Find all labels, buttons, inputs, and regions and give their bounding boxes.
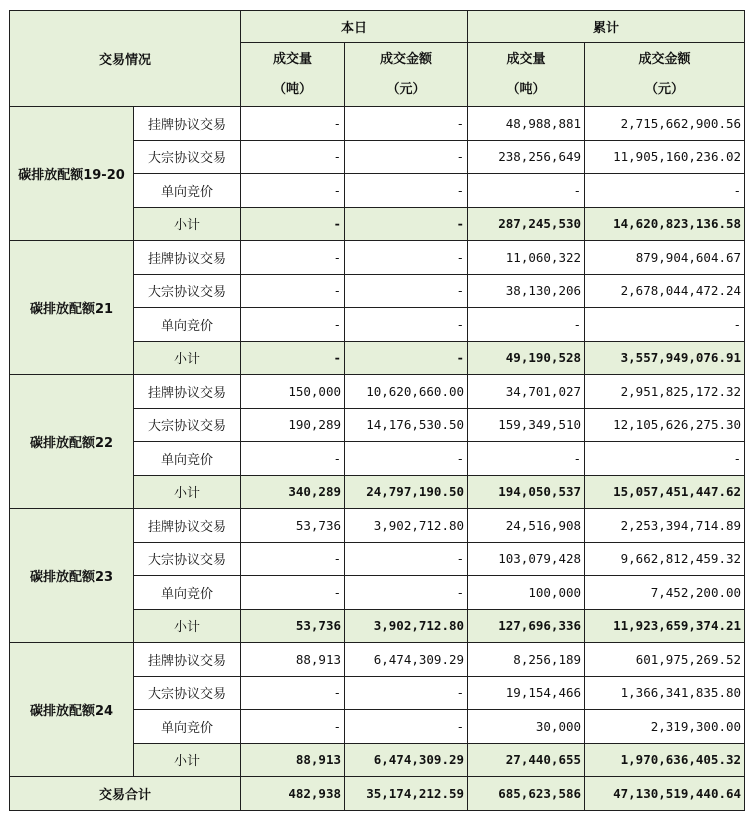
trade-situation-header: 交易情况 (10, 11, 241, 107)
today-volume-cell: 340,289 (241, 475, 345, 509)
section-name: 碳排放配额23 (10, 509, 134, 643)
today-amount-header (345, 43, 468, 107)
cum-amount-cell: 14,620,823,136.58 (585, 207, 745, 241)
today-volume-cell: 190,289 (241, 408, 345, 442)
cum-volume-cell: 34,701,027 (468, 375, 585, 409)
today-volume-cell: - (241, 710, 345, 744)
today-volume-cell: - (241, 542, 345, 576)
cum-volume-total: 685,623,586 (468, 777, 585, 811)
cum-volume-cell: - (468, 174, 585, 208)
cum-volume-cell: 30,000 (468, 710, 585, 744)
today-amount-cell: 3,902,712.80 (345, 609, 468, 643)
trade-type-cell: 单向竞价 (134, 442, 241, 476)
cum-volume-cell: - (468, 442, 585, 476)
cum-amount-cell: 7,452,200.00 (585, 576, 745, 610)
trade-type-cell: 小计 (134, 743, 241, 777)
trade-type-cell: 挂牌协议交易 (134, 509, 241, 543)
trade-type-cell: 单向竞价 (134, 308, 241, 342)
cum-amount-cell: 12,105,626,275.30 (585, 408, 745, 442)
table-row (10, 375, 745, 409)
cum-volume-cell: 38,130,206 (468, 274, 585, 308)
trade-type-cell: 大宗协议交易 (134, 676, 241, 710)
trade-type-cell: 单向竞价 (134, 710, 241, 744)
cum-amount-cell: 1,970,636,405.32 (585, 743, 745, 777)
volume-label: 成交量 (506, 51, 546, 67)
today-amount-cell: - (345, 207, 468, 241)
header-row-1 (10, 11, 745, 43)
cum-volume-cell: 19,154,466 (468, 676, 585, 710)
amount-unit: （元） (645, 81, 685, 97)
trade-type-cell: 小计 (134, 475, 241, 509)
cum-volume-cell: - (468, 308, 585, 342)
today-amount-cell: 10,620,660.00 (345, 375, 468, 409)
today-volume-total: 482,938 (241, 777, 345, 811)
today-volume-cell: - (241, 207, 345, 241)
trade-type-cell: 大宗协议交易 (134, 140, 241, 174)
today-amount-cell: - (345, 140, 468, 174)
today-volume-cell: - (241, 676, 345, 710)
today-volume-cell: - (241, 341, 345, 375)
today-volume-cell: - (241, 308, 345, 342)
today-header: 本日 (241, 11, 468, 43)
grand-total-row (10, 777, 745, 811)
trade-type-cell: 大宗协议交易 (134, 274, 241, 308)
today-amount-cell: - (345, 542, 468, 576)
cum-volume-cell: 49,190,528 (468, 341, 585, 375)
table-row (10, 509, 745, 543)
amount-label: 成交金额 (638, 51, 691, 67)
volume-unit: （吨） (273, 81, 313, 97)
cum-volume-cell: 48,988,881 (468, 107, 585, 141)
trade-type-cell: 单向竞价 (134, 174, 241, 208)
cum-amount-cell: - (585, 174, 745, 208)
cum-volume-header (468, 43, 585, 107)
cum-volume-cell: 100,000 (468, 576, 585, 610)
table-row (10, 107, 745, 141)
cum-volume-cell: 238,256,649 (468, 140, 585, 174)
today-amount-cell: - (345, 274, 468, 308)
cumulative-header: 累计 (468, 11, 745, 43)
today-amount-cell: 24,797,190.50 (345, 475, 468, 509)
today-volume-header (241, 43, 345, 107)
cum-volume-cell: 27,440,655 (468, 743, 585, 777)
today-amount-cell: - (345, 710, 468, 744)
cum-amount-cell: - (585, 442, 745, 476)
cum-amount-cell: 3,557,949,076.91 (585, 341, 745, 375)
trade-type-cell: 大宗协议交易 (134, 542, 241, 576)
section-name: 碳排放配额24 (10, 643, 134, 777)
today-volume-cell: - (241, 442, 345, 476)
cum-amount-cell: 2,319,300.00 (585, 710, 745, 744)
table-row (10, 241, 745, 275)
trade-type-cell: 小计 (134, 207, 241, 241)
cum-volume-cell: 11,060,322 (468, 241, 585, 275)
cum-amount-cell: - (585, 308, 745, 342)
cum-amount-cell: 601,975,269.52 (585, 643, 745, 677)
volume-label: 成交量 (273, 51, 313, 67)
cum-amount-cell: 2,715,662,900.56 (585, 107, 745, 141)
cum-volume-cell: 287,245,530 (468, 207, 585, 241)
today-amount-cell: - (345, 341, 468, 375)
trade-type-cell: 挂牌协议交易 (134, 107, 241, 141)
section-name: 碳排放配额21 (10, 241, 134, 375)
today-volume-cell: - (241, 576, 345, 610)
today-volume-cell: 88,913 (241, 643, 345, 677)
trade-type-cell: 小计 (134, 609, 241, 643)
trade-type-cell: 小计 (134, 341, 241, 375)
today-amount-cell: 3,902,712.80 (345, 509, 468, 543)
cum-amount-cell: 9,662,812,459.32 (585, 542, 745, 576)
trade-type-cell: 单向竞价 (134, 576, 241, 610)
today-amount-cell: 6,474,309.29 (345, 643, 468, 677)
cum-amount-cell: 2,678,044,472.24 (585, 274, 745, 308)
today-amount-cell: - (345, 442, 468, 476)
cum-volume-cell: 8,256,189 (468, 643, 585, 677)
today-volume-cell: - (241, 107, 345, 141)
today-amount-cell: - (345, 107, 468, 141)
today-volume-cell: 150,000 (241, 375, 345, 409)
today-volume-cell: 53,736 (241, 609, 345, 643)
volume-unit: （吨） (506, 81, 546, 97)
today-volume-cell: - (241, 174, 345, 208)
amount-unit: （元） (386, 81, 426, 97)
today-volume-cell: - (241, 241, 345, 275)
cum-volume-cell: 159,349,510 (468, 408, 585, 442)
carbon-trading-table (9, 10, 745, 811)
cum-amount-total: 47,130,519,440.64 (585, 777, 745, 811)
cum-volume-cell: 103,079,428 (468, 542, 585, 576)
trade-type-cell: 挂牌协议交易 (134, 643, 241, 677)
today-amount-cell: - (345, 241, 468, 275)
trade-type-cell: 挂牌协议交易 (134, 375, 241, 409)
cum-amount-cell: 879,904,604.67 (585, 241, 745, 275)
cum-amount-cell: 2,951,825,172.32 (585, 375, 745, 409)
today-amount-cell: 6,474,309.29 (345, 743, 468, 777)
cum-amount-header (585, 43, 745, 107)
trade-type-cell: 挂牌协议交易 (134, 241, 241, 275)
table-row (10, 643, 745, 677)
trade-type-cell: 大宗协议交易 (134, 408, 241, 442)
cum-volume-cell: 194,050,537 (468, 475, 585, 509)
today-amount-cell: - (345, 308, 468, 342)
cum-amount-cell: 1,366,341,835.80 (585, 676, 745, 710)
today-amount-cell: - (345, 576, 468, 610)
today-volume-cell: - (241, 274, 345, 308)
cum-volume-cell: 24,516,908 (468, 509, 585, 543)
cum-amount-cell: 11,923,659,374.21 (585, 609, 745, 643)
cum-amount-cell: 2,253,394,714.89 (585, 509, 745, 543)
today-amount-cell: - (345, 676, 468, 710)
amount-label: 成交金额 (380, 51, 433, 67)
today-volume-cell: 53,736 (241, 509, 345, 543)
today-volume-cell: 88,913 (241, 743, 345, 777)
today-amount-cell: - (345, 174, 468, 208)
grand-total-label: 交易合计 (10, 777, 241, 811)
today-volume-cell: - (241, 140, 345, 174)
today-amount-total: 35,174,212.59 (345, 777, 468, 811)
today-amount-cell: 14,176,530.50 (345, 408, 468, 442)
cum-amount-cell: 11,905,160,236.02 (585, 140, 745, 174)
cum-volume-cell: 127,696,336 (468, 609, 585, 643)
cum-amount-cell: 15,057,451,447.62 (585, 475, 745, 509)
section-name: 碳排放配额22 (10, 375, 134, 509)
section-name: 碳排放配额19-20 (10, 107, 134, 241)
